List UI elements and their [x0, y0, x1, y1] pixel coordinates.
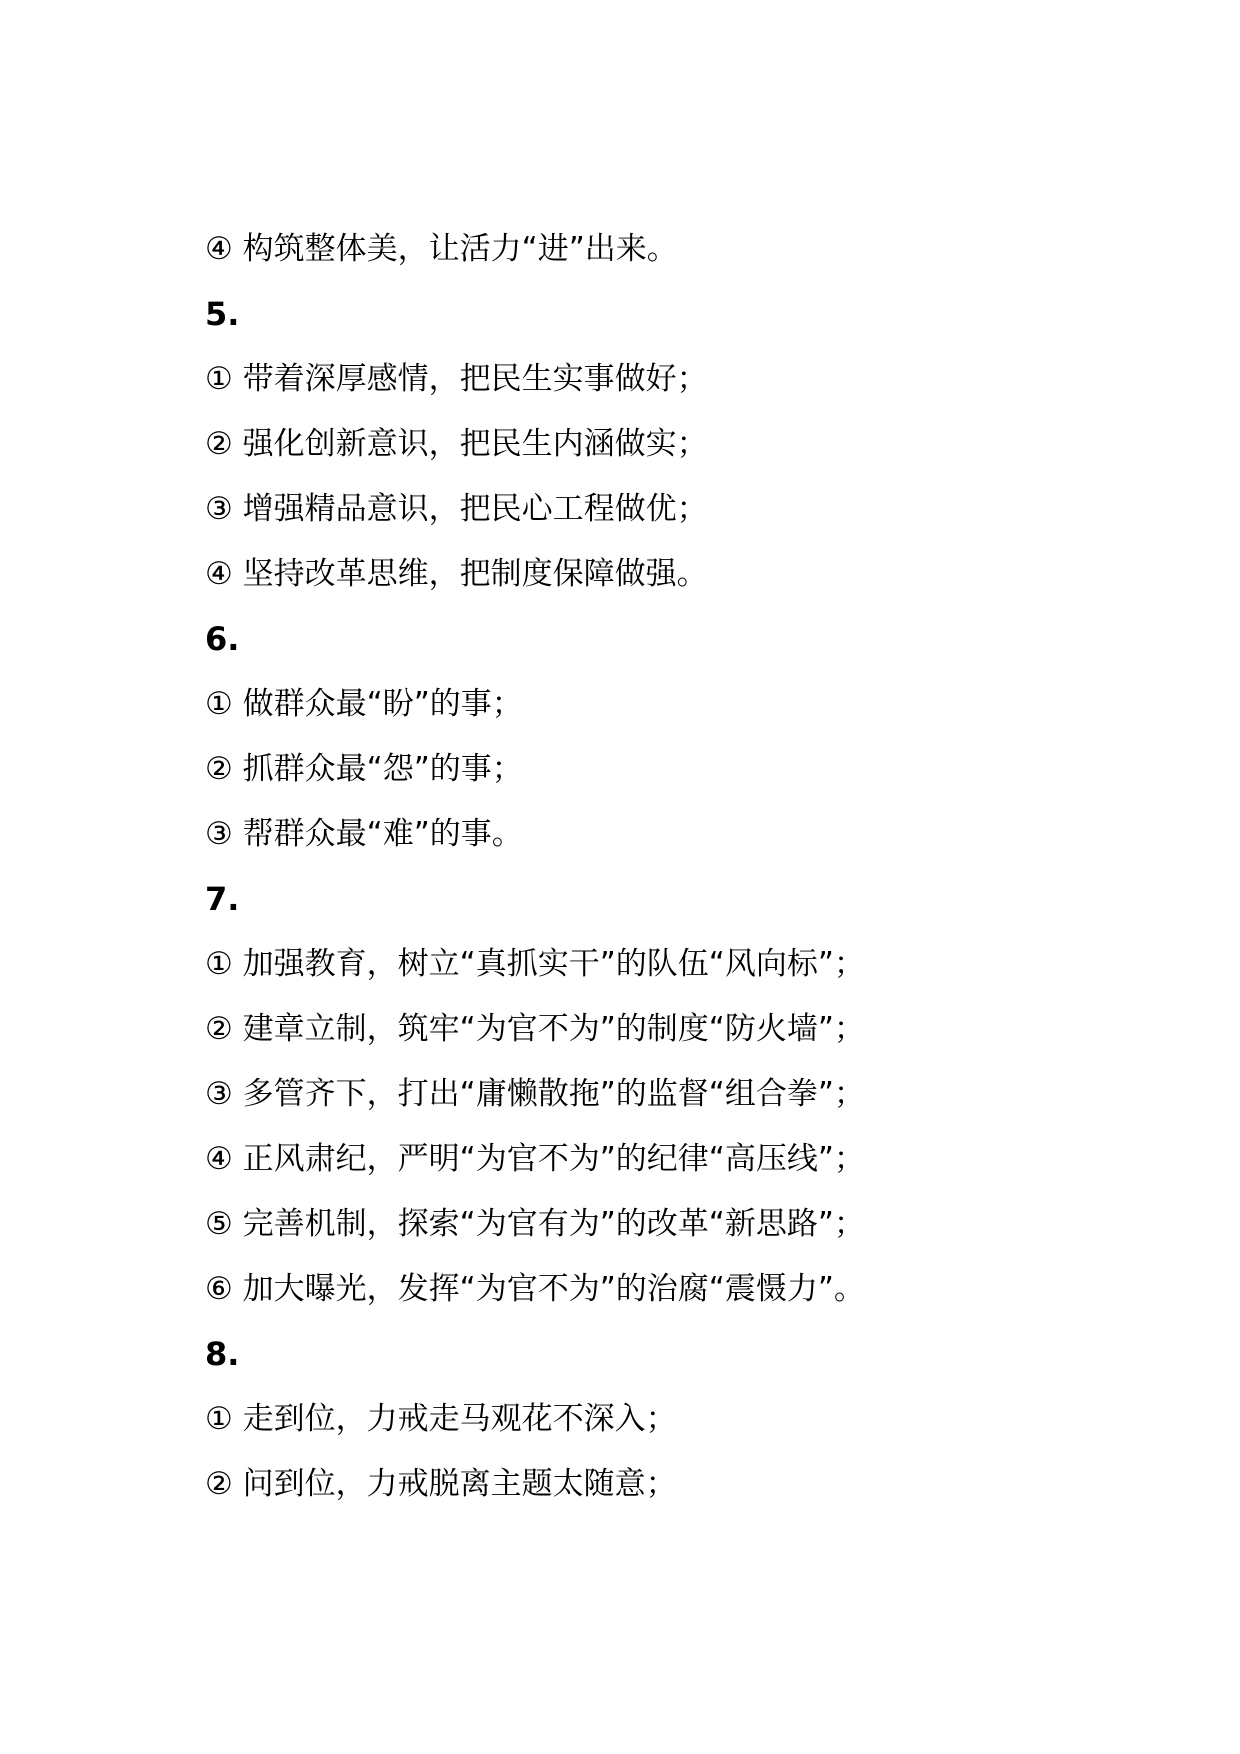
section-heading: 8. [205, 1335, 240, 1373]
list-item: ① 带着深厚感情，把民生实事做好； [205, 361, 708, 397]
list-item: ① 走到位，力戒走马观花不深入； [205, 1401, 677, 1437]
section-heading: 5. [205, 295, 240, 333]
list-item: ⑤ 完善机制，探索“为官有为”的改革“新思路”； [205, 1206, 865, 1242]
list-item: ① 加强教育，树立“真抓实干”的队伍“风向标”； [205, 946, 865, 982]
list-item: ⑥ 加大曝光，发挥“为官不为”的治腐“震慑力”。 [205, 1271, 865, 1307]
list-item: ④ 构筑整体美，让活力“进”出来。 [205, 231, 678, 267]
list-item: ① 做群众最“盼”的事； [205, 686, 523, 722]
list-item: ④ 正风肃纪，严明“为官不为”的纪律“高压线”； [205, 1141, 865, 1177]
list-item: ② 建章立制，筑牢“为官不为”的制度“防火墙”； [205, 1011, 865, 1047]
list-item: ④ 坚持改革思维，把制度保障做强。 [205, 556, 708, 592]
document-body [205, 217, 1105, 1517]
list-item: ③ 增强精品意识，把民心工程做优； [205, 491, 708, 527]
list-item: ③ 帮群众最“难”的事。 [205, 816, 523, 852]
section-heading: 6. [205, 620, 240, 658]
list-item: ② 问到位，力戒脱离主题太随意； [205, 1466, 677, 1502]
list-item: ③ 多管齐下，打出“庸懒散拖”的监督“组合拳”； [205, 1076, 865, 1112]
list-item: ② 抓群众最“怨”的事； [205, 751, 523, 787]
list-item: ② 强化创新意识，把民生内涵做实； [205, 426, 708, 462]
section-heading: 7. [205, 880, 240, 918]
